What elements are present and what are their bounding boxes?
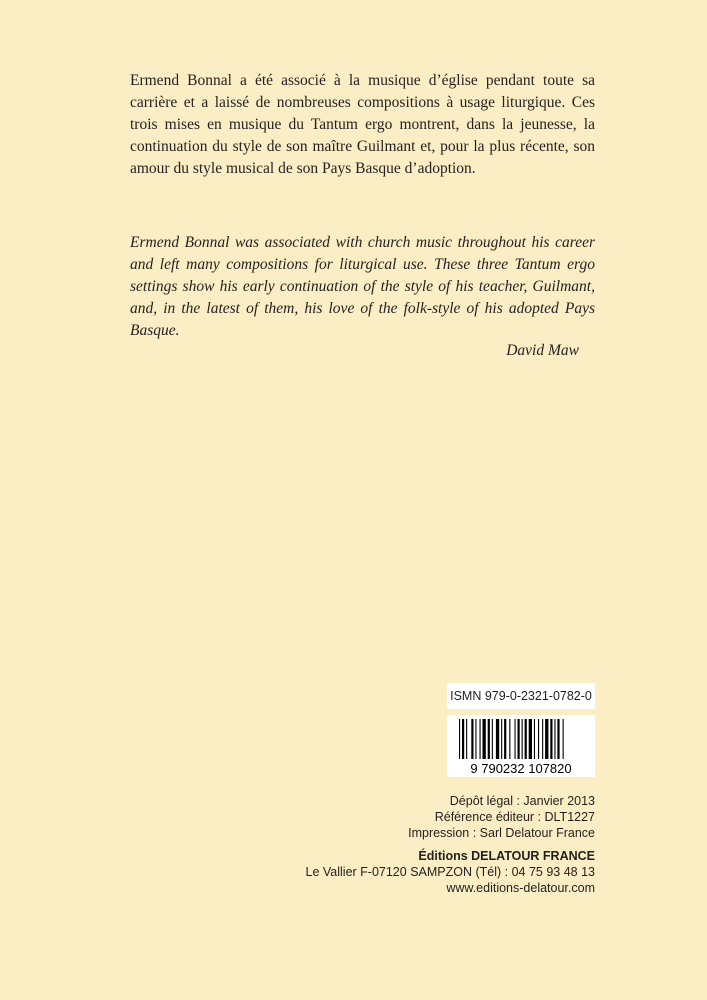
- barcode-bar: [545, 719, 548, 759]
- barcode: [447, 715, 595, 777]
- barcode-bar: [550, 719, 552, 759]
- barcode-bar: [518, 719, 520, 759]
- barcode-bar: [563, 719, 564, 759]
- publisher-website[interactable]: www.editions-delatour.com: [446, 881, 595, 895]
- barcode-bar: [538, 719, 539, 759]
- barcode-bar: [471, 719, 473, 759]
- barcode-bar: [459, 719, 460, 759]
- ismn-label: ISMN 979-0-2321-0782-0: [447, 683, 595, 709]
- impression: Impression : Sarl Delatour France: [408, 826, 595, 840]
- barcode-bar: [557, 719, 559, 759]
- barcode-bar: [501, 719, 502, 759]
- publisher-name: Éditions DELATOUR FRANCE: [418, 849, 595, 863]
- barcode-bar: [475, 719, 476, 759]
- barcode-bar: [496, 719, 499, 759]
- barcode-bar: [488, 719, 490, 759]
- depot-legal: Dépôt légal : Janvier 2013: [449, 794, 595, 808]
- barcode-bar: [509, 719, 510, 759]
- barcode-graphic: [447, 715, 595, 777]
- barcode-bar: [529, 719, 532, 759]
- barcode-bar: [515, 719, 516, 759]
- barcode-bar: [483, 719, 486, 759]
- barcode-digits: 9 790232 107820: [470, 761, 572, 776]
- french-description: Ermend Bonnal a été associé à la musique d’église pendant toute sa carrière et a laissé de nombreuses compositions à usage liturgique. Ces trois mises en musique du Tantum ergo montrent, dans la jeunesse, la continuation du style de son maître Guilmant et, pour la plus récente, son amour du style musical de son Pays Basque d’adoption.: [130, 72, 595, 177]
- publisher-address: Le Vallier F-07120 SAMPZON (Tél) : 04 75 93 48 13: [305, 865, 595, 879]
- barcode-bar: [504, 719, 506, 759]
- barcode-bar: [525, 719, 527, 759]
- barcode-bar: [466, 719, 467, 759]
- barcode-bar: [462, 719, 464, 759]
- barcode-bar: [534, 719, 535, 759]
- barcode-bar: [522, 719, 523, 759]
- english-description: Ermend Bonnal was associated with church music throughout his career and left many compositions for liturgical use. These three Tantum ergo settings show his early continuation of the style of his teacher, Guilmant, and, in the latest of them, his love of the folk-style of his adopted Pays Basque.: [130, 234, 595, 339]
- publisher-block: [306, 848, 596, 896]
- barcode-bar: [554, 719, 555, 759]
- barcode-bar: [492, 719, 493, 759]
- author-signature: David Maw: [506, 342, 579, 359]
- legal-info: [408, 793, 595, 841]
- barcode-bar: [542, 719, 543, 759]
- barcode-bar: [480, 719, 481, 759]
- reference-editeur: Référence éditeur : DLT1227: [434, 810, 595, 824]
